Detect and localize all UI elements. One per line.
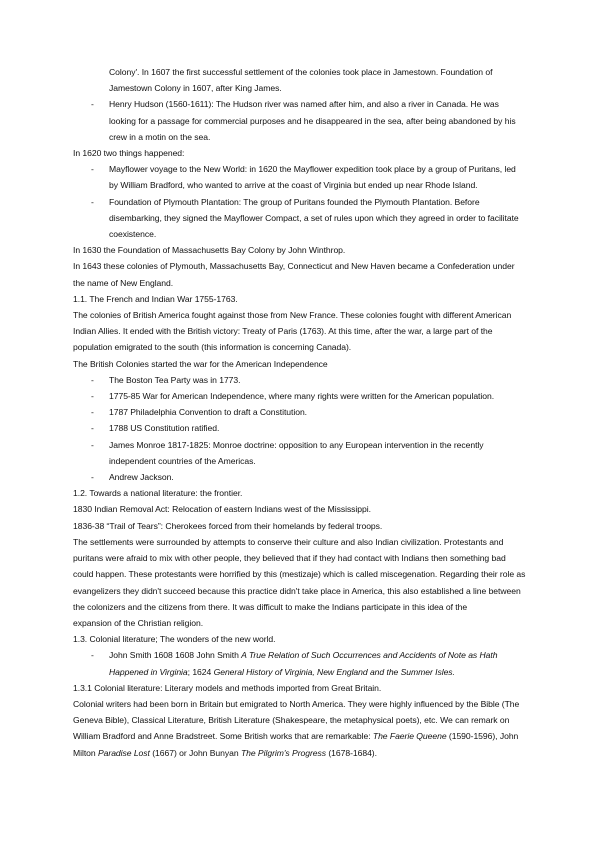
paragraph-french-war: The colonies of British America fought against those from New France. These colonies fought with different American Indian Allies. It ended with the British victory: Treaty of Paris (1763). At this time, after the war, a large part of the population emigrated to the south (this information is concerning Canada). bbox=[73, 310, 512, 353]
list-item-1788 bbox=[73, 420, 527, 436]
bullet-dash: - bbox=[91, 439, 94, 450]
paragraph-1643: In 1643 these colonies of Plymouth, Massachusetts Bay, Connecticut and New Haven became a Confederation under the name of New England. bbox=[73, 261, 515, 288]
list-item-text: Mayflower voyage to the New World: in 1620 the Mayflower expedition took place by a group of Puritans, led by William Bradford, who wanted to arrive at the coast of Virginia but ended up near Rhode Island. bbox=[109, 164, 516, 191]
bullet-dash: - bbox=[91, 423, 94, 434]
paragraph-1630: In 1630 the Foundation of Massachusetts Bay Colony by John Winthrop. bbox=[73, 245, 346, 256]
writers-text-end: (1678-1684). bbox=[326, 747, 377, 758]
smith-text: John Smith 1608 1608 John Smith bbox=[109, 650, 242, 661]
list-item-text: 1775-85 War for American Independence, where many rights were written for the American population. bbox=[109, 391, 495, 402]
colony-continuation-text: Colony'. In 1607 the first successful settlement of the colonies took place in Jamestown. Foundation of Jamestown Colony in 1607, after King James. bbox=[109, 67, 493, 94]
list-item-hudson bbox=[73, 96, 527, 145]
section-heading-1-3: 1.3. Colonial literature; The wonders of the new world. bbox=[73, 634, 276, 645]
bullet-dash: - bbox=[91, 472, 94, 483]
list-item-1775 bbox=[73, 388, 527, 404]
list-item-text: Foundation of Plymouth Plantation: The group of Puritans founded the Plymouth Plantation. Before disembarking, they signed the Mayflower Compact, a set of rules upon which they agreed in order to facilitate coexistence. bbox=[109, 196, 519, 240]
section-heading-1-2: 1.2. Towards a national literature: the frontier. bbox=[73, 488, 243, 499]
title-pilgrims-progress: The Pilgrim's Progress bbox=[240, 747, 327, 758]
paragraph-war-independence: The British Colonies started the war for the American Independence bbox=[73, 358, 328, 369]
title-faerie-queene: The Faerie Queene bbox=[372, 731, 447, 742]
list-item-text: Henry Hudson (1560-1611): The Hudson river was named after him, and also a river in Canada. He was looking for a passage for commercial purposes and he disappeared in the sea, after being abandoned by his crew in a motin on the sea. bbox=[109, 99, 516, 142]
section-heading-1-3-1: 1.3.1 Colonial literature: Literary models and methods imported from Great Britain. bbox=[73, 682, 382, 693]
bullet-dash: - bbox=[91, 99, 94, 110]
section-heading-1-1: 1.1. The French and Indian War 1755-1763. bbox=[73, 293, 238, 304]
list-item-jackson bbox=[73, 469, 527, 485]
list-item-text: James Monroe 1817-1825: Monroe doctrine: opposition to any European intervention in the recently independent countries of the Americas. bbox=[109, 439, 484, 466]
bullet-dash: - bbox=[91, 650, 94, 661]
smith-title-true-relation: A True Relation of Such Occurrences and Accidents of Note as Hath Happened in Virginia bbox=[109, 650, 498, 677]
smith-title-general-history: General History of Virginia, New England and the Summer Isles. bbox=[213, 666, 455, 677]
bullet-dash: - bbox=[91, 407, 94, 418]
list-item-text: 1788 US Constitution ratified. bbox=[109, 423, 220, 434]
paragraph-expansion: expansion of the Christian religion. bbox=[73, 617, 204, 628]
list-item-text: Andrew Jackson. bbox=[109, 472, 174, 483]
paragraph-1620: In 1620 two things happened: bbox=[73, 148, 185, 159]
list-item-john-smith bbox=[73, 647, 527, 679]
smith-text-separator: ; 1624 bbox=[187, 666, 214, 677]
list-item-plymouth bbox=[73, 194, 527, 243]
list-item-text: 1787 Philadelphia Convention to draft a Constitution. bbox=[109, 407, 308, 418]
writers-text-bunyan: (1667) or John Bunyan bbox=[149, 747, 241, 758]
paragraph-settlements: The settlements were surrounded by attempts to conserve their culture and also Indian civilization. Protestants and puritans were afraid to mix with other people, they believed that if they had contact with Indians then something bad could happen. These protestants were horrified by this (mestizaje) which is called miscegenation. Regarding their role as evangelizers they didn't succeed because this practice didn't take place in America, this also established a line between the colonizers and the citizens from there. It was difficult to make the Indians participate in this idea of the bbox=[73, 536, 526, 612]
paragraph-1836: 1836-38 “Trail of Tears”: Cherokees forced from their homelands by federal troops. bbox=[73, 520, 383, 531]
paragraph-1830: 1830 Indian Removal Act: Relocation of eastern Indians west of the Mississippi. bbox=[73, 504, 371, 515]
title-paradise-lost: Paradise Lost bbox=[97, 747, 150, 758]
writers-text: Colonial writers had been born in Britain but emigrated to North America. They were highly influenced by the Bible (The Geneva Bible), Classical Literature, British Literature (Shakespeare, the metaphysical poets), etc. We can remark on William Bradford and Anne Bradstreet. Some British works that are remarkable: bbox=[73, 698, 520, 742]
bullet-dash: - bbox=[91, 374, 94, 385]
list-item-monroe bbox=[73, 437, 527, 469]
page-content bbox=[73, 64, 527, 761]
paragraph-colonial-writers bbox=[73, 696, 527, 761]
list-item-boston bbox=[73, 372, 527, 388]
bullet-dash: - bbox=[91, 164, 94, 175]
list-item-mayflower bbox=[73, 161, 527, 193]
bullet-dash: - bbox=[91, 391, 94, 402]
list-item-1787 bbox=[73, 404, 527, 420]
writers-text-milton: (1590-1596), John Milton bbox=[73, 731, 519, 758]
bullet-dash: - bbox=[91, 196, 94, 207]
list-item-text: The Boston Tea Party was in 1773. bbox=[109, 374, 241, 385]
